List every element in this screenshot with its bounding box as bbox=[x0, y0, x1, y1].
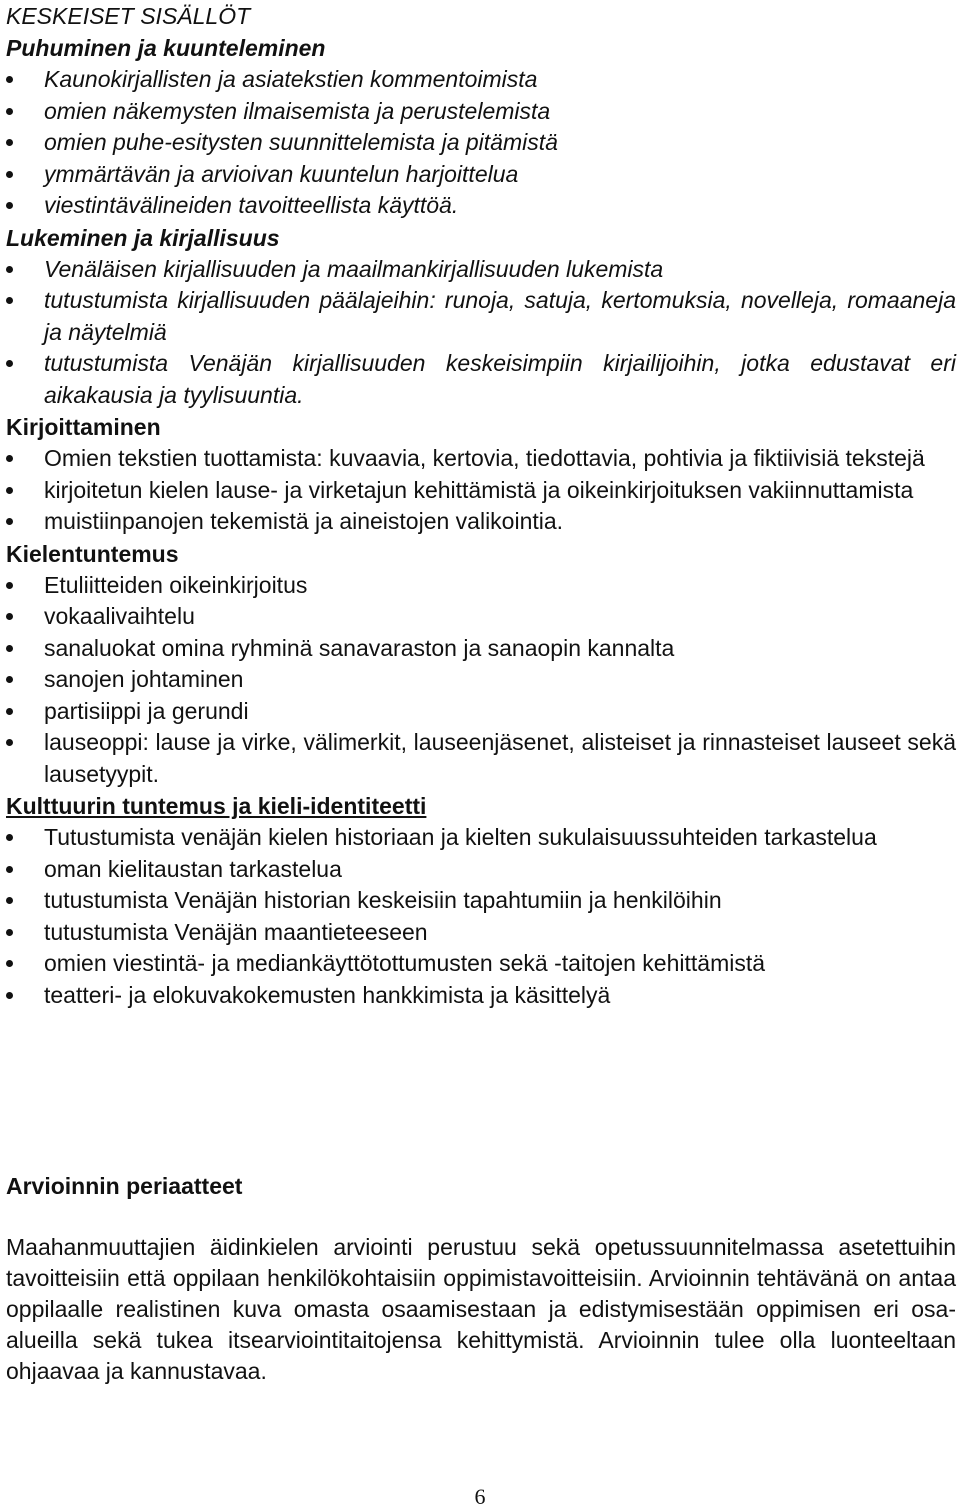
bullet-icon bbox=[6, 139, 13, 146]
bullet-icon bbox=[6, 834, 13, 841]
list-item: tutustumista Venäjän historian keskeisiin tapahtumiin ja henkilöihin bbox=[6, 885, 956, 917]
bullet-icon bbox=[6, 866, 13, 873]
bullet-icon bbox=[6, 76, 13, 83]
bullet-icon bbox=[6, 266, 13, 273]
list-item: lauseoppi: lause ja virke, välimerkit, lauseenjäsenet, alisteiset ja rinnasteiset lauseet sekä lausetyypit. bbox=[6, 727, 956, 790]
section-list-puhuminen bbox=[6, 64, 956, 222]
bullet-icon bbox=[6, 929, 13, 936]
list-item: omien näkemysten ilmaisemista ja perustelemista bbox=[6, 96, 956, 128]
bullet-icon bbox=[6, 897, 13, 904]
list-item: tutustumista Venäjän maantieteeseen bbox=[6, 917, 956, 949]
section-list-kielentuntemus bbox=[6, 570, 956, 791]
assessment-paragraph: Maahanmuuttajien äidinkielen arviointi perustuu sekä opetussuunnitelmassa asetettuihin tavoitteisiin että oppilaan henkilökohtaisiin oppimistavoitteisiin. Arvioinnin tehtävänä on antaa oppilaalle realistinen kuva omasta osaamisestaan ja edistymisestään oppimisen eri osa-alueilla sekä tukea itsearviointitaitojensa kehittymistä. Arvioinnin tulee olla luonteeltaan ohjaavaa ja kannustavaa. bbox=[6, 1234, 956, 1384]
bullet-icon bbox=[6, 455, 13, 462]
bullet-icon bbox=[6, 613, 13, 620]
list-item: teatteri- ja elokuvakokemusten hankkimista ja käsittelyä bbox=[6, 980, 956, 1012]
bullet-icon bbox=[6, 108, 13, 115]
bullet-icon bbox=[6, 582, 13, 589]
document-heading: KESKEISET SISÄLLÖT bbox=[6, 3, 251, 29]
list-item: omien puhe-esitysten suunnittelemista ja pitämistä bbox=[6, 127, 956, 159]
bullet-icon bbox=[6, 992, 13, 999]
assessment-title: Arvioinnin periaatteet bbox=[6, 1173, 243, 1199]
section-title-lukeminen: Lukeminen ja kirjallisuus bbox=[6, 224, 280, 251]
list-item: Kaunokirjallisten ja asiatekstien kommentoimista bbox=[6, 64, 956, 96]
bullet-icon bbox=[6, 676, 13, 683]
section-title-puhuminen: Puhuminen ja kuunteleminen bbox=[6, 35, 326, 61]
list-item: sanojen johtaminen bbox=[6, 664, 956, 696]
list-item: Venäläisen kirjallisuuden ja maailmankirjallisuuden lukemista bbox=[6, 254, 956, 286]
document-page bbox=[6, 0, 956, 1011]
list-item: Etuliitteiden oikeinkirjoitus bbox=[6, 570, 956, 602]
list-item: vokaalivaihtelu bbox=[6, 601, 956, 633]
bullet-icon bbox=[6, 739, 13, 746]
bullet-icon bbox=[6, 960, 13, 967]
list-item: partisiippi ja gerundi bbox=[6, 696, 956, 728]
list-item: Omien tekstien tuottamista: kuvaavia, kertovia, tiedottavia, pohtivia ja fiktiivisiä tekstejä bbox=[6, 443, 956, 475]
bullet-icon bbox=[6, 518, 13, 525]
section-list-kirjoittaminen bbox=[6, 443, 956, 538]
list-item: ymmärtävän ja arvioivan kuuntelun harjoittelua bbox=[6, 159, 956, 191]
section-list-lukeminen bbox=[6, 254, 956, 412]
bullet-icon bbox=[6, 708, 13, 715]
list-item: Tutustumista venäjän kielen historiaan ja kielten sukulaisuussuhteiden tarkastelua bbox=[6, 822, 956, 854]
list-item: sanaluokat omina ryhminä sanavaraston ja sanaopin kannalta bbox=[6, 633, 956, 665]
section-list-kulttuuri bbox=[6, 822, 956, 1011]
bullet-icon bbox=[6, 360, 13, 367]
section-title-kielentuntemus: Kielentuntemus bbox=[6, 540, 179, 567]
list-item: kirjoitetun kielen lause- ja virketajun kehittämistä ja oikeinkirjoituksen vakiinnuttamista bbox=[6, 475, 956, 507]
bullet-icon bbox=[6, 297, 13, 304]
section-title-kirjoittaminen: Kirjoittaminen bbox=[6, 414, 161, 440]
bullet-icon bbox=[6, 487, 13, 494]
bullet-icon bbox=[6, 171, 13, 178]
bullet-icon bbox=[6, 645, 13, 652]
page-number: 6 bbox=[474, 1484, 486, 1509]
bullet-icon bbox=[6, 202, 13, 209]
list-item: tutustumista Venäjän kirjallisuuden keskeisimpiin kirjailijoihin, jotka edustavat eri aikakausia ja tyylisuuntia. bbox=[6, 348, 956, 411]
list-item: viestintävälineiden tavoitteellista käyttöä. bbox=[6, 190, 956, 222]
list-item: omien viestintä- ja mediankäyttötottumusten sekä -taitojen kehittämistä bbox=[6, 948, 956, 980]
list-item: oman kielitaustan tarkastelua bbox=[6, 854, 956, 886]
section-title-kulttuuri: Kulttuurin tuntemus ja kieli-identiteetti bbox=[6, 793, 427, 819]
list-item: muistiinpanojen tekemistä ja aineistojen valikointia. bbox=[6, 506, 956, 538]
list-item: tutustumista kirjallisuuden päälajeihin: runoja, satuja, kertomuksia, novelleja, romaaneja ja näytelmiä bbox=[6, 285, 956, 348]
